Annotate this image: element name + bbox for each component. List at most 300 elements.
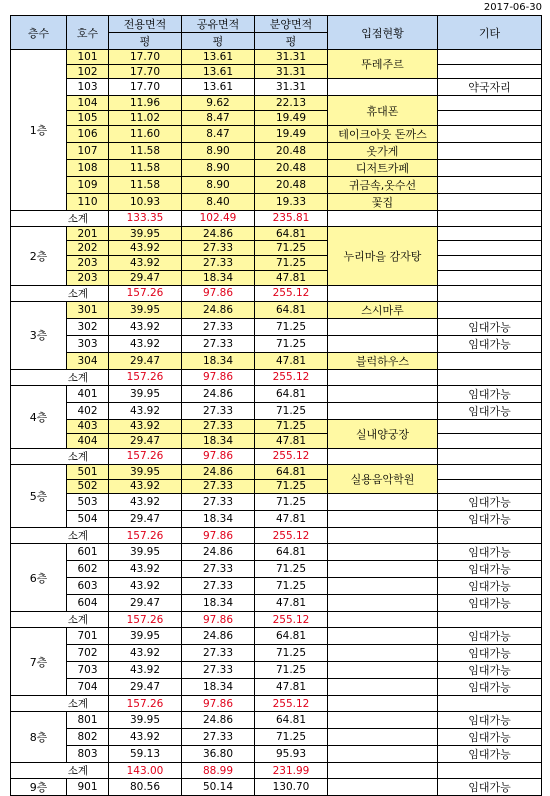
tenant-cell	[328, 578, 438, 595]
table-row	[11, 779, 542, 796]
unit-number: 402	[67, 402, 109, 419]
unit-number: 703	[67, 662, 109, 679]
exclusive-area-cell: 39.95	[109, 712, 182, 729]
tenant-cell	[328, 746, 438, 763]
tenant-cell	[328, 729, 438, 746]
common-area-cell: 27.33	[182, 729, 255, 746]
subtotal-row	[11, 285, 542, 301]
note-cell: 임대가능	[438, 679, 542, 696]
tenant-cell	[328, 494, 438, 511]
unit-number: 503	[67, 494, 109, 511]
subtotal-tenant-cell	[328, 448, 438, 464]
subtotal-exclusive: 157.26	[109, 369, 182, 385]
unit-number: 502	[67, 479, 109, 494]
floor-label: 6층	[11, 544, 67, 612]
subtotal-label: 소계	[11, 448, 109, 464]
header-exclusive-area: 전용면적	[109, 16, 182, 33]
sale-area-cell: 64.81	[255, 301, 328, 318]
subtotal-exclusive: 157.26	[109, 696, 182, 712]
table-row	[11, 96, 542, 111]
sale-area-cell: 95.93	[255, 746, 328, 763]
note-cell: 임대가능	[438, 746, 542, 763]
exclusive-area-cell: 43.92	[109, 256, 182, 271]
exclusive-area-cell: 43.92	[109, 402, 182, 419]
common-area-cell: 24.86	[182, 464, 255, 479]
sale-area-cell: 71.25	[255, 256, 328, 271]
subtotal-row	[11, 448, 542, 464]
sale-area-cell: 64.81	[255, 226, 328, 241]
common-area-cell: 13.61	[182, 79, 255, 96]
table-row	[11, 125, 542, 142]
subtotal-note-cell	[438, 369, 542, 385]
unit-number: 202	[67, 241, 109, 256]
unit-number: 105	[67, 111, 109, 126]
common-area-cell: 18.34	[182, 511, 255, 528]
tenant-cell	[328, 595, 438, 612]
common-area-cell: 24.86	[182, 628, 255, 645]
exclusive-area-cell: 17.70	[109, 50, 182, 65]
subtotal-row	[11, 210, 542, 226]
unit-number: 201	[67, 226, 109, 241]
table-row	[11, 712, 542, 729]
floor-label: 9층	[11, 779, 67, 796]
subtotal-note-cell	[438, 612, 542, 628]
unit-number: 203	[67, 256, 109, 271]
floor-label: 3층	[11, 301, 67, 369]
subtotal-sale: 255.12	[255, 448, 328, 464]
subtotal-label: 소계	[11, 763, 109, 779]
common-area-cell: 27.33	[182, 318, 255, 335]
subtotal-label: 소계	[11, 369, 109, 385]
unit-number: 702	[67, 645, 109, 662]
subtotal-common: 88.99	[182, 763, 255, 779]
exclusive-area-cell: 10.93	[109, 193, 182, 210]
common-area-cell: 8.47	[182, 125, 255, 142]
subtotal-sale: 255.12	[255, 369, 328, 385]
tenant-cell: 디저트카페	[328, 159, 438, 176]
exclusive-area-cell: 43.92	[109, 335, 182, 352]
unit-number: 602	[67, 561, 109, 578]
header-unit: 호수	[67, 16, 109, 50]
sale-area-cell: 47.81	[255, 679, 328, 696]
subtotal-note-cell	[438, 210, 542, 226]
table-row	[11, 270, 542, 285]
subtotal-sale: 255.12	[255, 528, 328, 544]
table-row	[11, 679, 542, 696]
table-row	[11, 645, 542, 662]
unit-number: 304	[67, 352, 109, 369]
common-area-cell: 8.90	[182, 159, 255, 176]
common-area-cell: 8.40	[182, 193, 255, 210]
subtotal-label: 소계	[11, 528, 109, 544]
exclusive-area-cell: 43.92	[109, 419, 182, 434]
exclusive-area-cell: 29.47	[109, 679, 182, 696]
note-cell	[438, 352, 542, 369]
exclusive-area-cell: 43.92	[109, 479, 182, 494]
tenant-cell	[328, 511, 438, 528]
header-common-unit: 평	[182, 33, 255, 50]
sale-area-cell: 130.70	[255, 779, 328, 796]
table-row	[11, 746, 542, 763]
exclusive-area-cell: 43.92	[109, 645, 182, 662]
table-row	[11, 419, 542, 434]
table-row	[11, 729, 542, 746]
subtotal-note-cell	[438, 696, 542, 712]
unit-number: 301	[67, 301, 109, 318]
unit-number: 110	[67, 193, 109, 210]
table-row	[11, 434, 542, 449]
sale-area-cell: 47.81	[255, 434, 328, 449]
table-row	[11, 352, 542, 369]
unit-number: 203	[67, 270, 109, 285]
exclusive-area-cell: 29.47	[109, 434, 182, 449]
note-cell: 임대가능	[438, 578, 542, 595]
table-row	[11, 50, 542, 65]
unit-number: 802	[67, 729, 109, 746]
tenant-cell	[328, 662, 438, 679]
unit-number: 404	[67, 434, 109, 449]
subtotal-exclusive: 157.26	[109, 612, 182, 628]
note-cell: 약국자리	[438, 79, 542, 96]
common-area-cell: 24.86	[182, 544, 255, 561]
tenant-cell: 테이크아웃 돈까스	[328, 125, 438, 142]
common-area-cell: 8.90	[182, 142, 255, 159]
floor-label: 7층	[11, 628, 67, 696]
subtotal-label: 소계	[11, 696, 109, 712]
note-cell	[438, 111, 542, 126]
common-area-cell: 24.86	[182, 385, 255, 402]
unit-number: 106	[67, 125, 109, 142]
common-area-cell: 27.33	[182, 561, 255, 578]
sale-area-cell: 64.81	[255, 628, 328, 645]
table-row	[11, 402, 542, 419]
note-cell: 임대가능	[438, 318, 542, 335]
note-cell	[438, 50, 542, 65]
header-sale-area: 분양면적	[255, 16, 328, 33]
header-sale-unit: 평	[255, 33, 328, 50]
note-cell	[438, 479, 542, 494]
unit-number: 104	[67, 96, 109, 111]
unit-number: 604	[67, 595, 109, 612]
unit-number: 504	[67, 511, 109, 528]
table-row	[11, 159, 542, 176]
unit-number: 303	[67, 335, 109, 352]
note-cell: 임대가능	[438, 729, 542, 746]
subtotal-exclusive: 133.35	[109, 210, 182, 226]
subtotal-common: 102.49	[182, 210, 255, 226]
common-area-cell: 18.34	[182, 434, 255, 449]
common-area-cell: 27.33	[182, 479, 255, 494]
table-row	[11, 578, 542, 595]
tenant-cell	[328, 779, 438, 796]
floor-label: 1층	[11, 50, 67, 211]
note-cell: 임대가능	[438, 561, 542, 578]
floor-label: 2층	[11, 226, 67, 285]
unit-number: 803	[67, 746, 109, 763]
note-cell: 임대가능	[438, 779, 542, 796]
unit-number: 901	[67, 779, 109, 796]
sale-area-cell: 31.31	[255, 64, 328, 79]
unit-number: 801	[67, 712, 109, 729]
subtotal-tenant-cell	[328, 612, 438, 628]
sale-area-cell: 71.25	[255, 729, 328, 746]
note-cell	[438, 270, 542, 285]
common-area-cell: 18.34	[182, 595, 255, 612]
note-cell: 임대가능	[438, 595, 542, 612]
tenant-cell: 블럭하우스	[328, 352, 438, 369]
common-area-cell: 27.33	[182, 578, 255, 595]
subtotal-row	[11, 528, 542, 544]
common-area-cell: 27.33	[182, 419, 255, 434]
header-floor: 층수	[11, 16, 67, 50]
common-area-cell: 24.86	[182, 712, 255, 729]
subtotal-row	[11, 763, 542, 779]
tenant-cell	[328, 561, 438, 578]
sale-area-cell: 20.48	[255, 159, 328, 176]
note-cell	[438, 96, 542, 111]
exclusive-area-cell: 29.47	[109, 270, 182, 285]
common-area-cell: 18.34	[182, 270, 255, 285]
tenant-cell	[328, 79, 438, 96]
subtotal-tenant-cell	[328, 285, 438, 301]
subtotal-row	[11, 696, 542, 712]
subtotal-common: 97.86	[182, 612, 255, 628]
note-cell: 임대가능	[438, 645, 542, 662]
subtotal-sale: 255.12	[255, 696, 328, 712]
exclusive-area-cell: 43.92	[109, 578, 182, 595]
note-cell: 임대가능	[438, 335, 542, 352]
common-area-cell: 8.47	[182, 111, 255, 126]
table-row	[11, 142, 542, 159]
tenant-cell: 옷가게	[328, 142, 438, 159]
exclusive-area-cell: 11.58	[109, 176, 182, 193]
note-cell	[438, 226, 542, 241]
unit-number: 107	[67, 142, 109, 159]
unit-number: 103	[67, 79, 109, 96]
unit-number: 101	[67, 50, 109, 65]
common-area-cell: 27.33	[182, 645, 255, 662]
table-row	[11, 241, 542, 256]
floor-label: 5층	[11, 464, 67, 527]
subtotal-common: 97.86	[182, 369, 255, 385]
tenant-cell: 꽃집	[328, 193, 438, 210]
exclusive-area-cell: 17.70	[109, 79, 182, 96]
note-cell	[438, 464, 542, 479]
tenant-cell	[328, 628, 438, 645]
note-cell: 임대가능	[438, 712, 542, 729]
note-cell	[438, 256, 542, 271]
exclusive-area-cell: 59.13	[109, 746, 182, 763]
note-cell	[438, 142, 542, 159]
common-area-cell: 27.33	[182, 494, 255, 511]
table-row	[11, 111, 542, 126]
subtotal-common: 97.86	[182, 528, 255, 544]
unit-number: 108	[67, 159, 109, 176]
table-row	[11, 176, 542, 193]
table-row	[11, 662, 542, 679]
table-row	[11, 628, 542, 645]
note-cell	[438, 159, 542, 176]
note-cell: 임대가능	[438, 385, 542, 402]
unit-number: 102	[67, 64, 109, 79]
unit-number: 109	[67, 176, 109, 193]
subtotal-note-cell	[438, 763, 542, 779]
sale-area-cell: 19.49	[255, 111, 328, 126]
tenant-cell	[328, 318, 438, 335]
note-cell	[438, 301, 542, 318]
sale-area-cell: 19.49	[255, 125, 328, 142]
sale-area-cell: 64.81	[255, 385, 328, 402]
exclusive-area-cell: 29.47	[109, 595, 182, 612]
sale-area-cell: 71.25	[255, 318, 328, 335]
subtotal-label: 소계	[11, 210, 109, 226]
sale-area-cell: 71.25	[255, 402, 328, 419]
sale-area-cell: 31.31	[255, 50, 328, 65]
header-note: 기타	[438, 16, 542, 50]
sale-area-cell: 31.31	[255, 79, 328, 96]
header-exclusive-unit: 평	[109, 33, 182, 50]
table-row	[11, 544, 542, 561]
common-area-cell: 8.90	[182, 176, 255, 193]
sale-area-cell: 19.33	[255, 193, 328, 210]
sale-area-cell: 71.25	[255, 494, 328, 511]
subtotal-exclusive: 157.26	[109, 528, 182, 544]
unit-number: 601	[67, 544, 109, 561]
common-area-cell: 27.33	[182, 662, 255, 679]
sale-area-cell: 47.81	[255, 595, 328, 612]
common-area-cell: 27.33	[182, 256, 255, 271]
table-row	[11, 226, 542, 241]
sale-area-cell: 22.13	[255, 96, 328, 111]
exclusive-area-cell: 43.92	[109, 318, 182, 335]
common-area-cell: 13.61	[182, 64, 255, 79]
tenant-cell	[328, 385, 438, 402]
table-row	[11, 318, 542, 335]
unit-number: 403	[67, 419, 109, 434]
sale-area-cell: 64.81	[255, 544, 328, 561]
sale-area-cell: 71.25	[255, 561, 328, 578]
unit-number: 501	[67, 464, 109, 479]
subtotal-exclusive: 143.00	[109, 763, 182, 779]
sale-area-cell: 71.25	[255, 662, 328, 679]
subtotal-tenant-cell	[328, 696, 438, 712]
exclusive-area-cell: 43.92	[109, 662, 182, 679]
common-area-cell: 18.34	[182, 352, 255, 369]
tenant-cell	[328, 645, 438, 662]
table-row	[11, 511, 542, 528]
floor-label: 8층	[11, 712, 67, 763]
tenant-cell: 뚜레주르	[328, 50, 438, 79]
header-common-area: 공유면적	[182, 16, 255, 33]
document-date: 2017-06-30	[483, 2, 542, 13]
unit-number: 302	[67, 318, 109, 335]
exclusive-area-cell: 39.95	[109, 464, 182, 479]
sale-area-cell: 71.25	[255, 335, 328, 352]
exclusive-area-cell: 11.58	[109, 159, 182, 176]
common-area-cell: 24.86	[182, 226, 255, 241]
common-area-cell: 24.86	[182, 301, 255, 318]
subtotal-tenant-cell	[328, 528, 438, 544]
exclusive-area-cell: 29.47	[109, 511, 182, 528]
table-row	[11, 595, 542, 612]
subtotal-exclusive: 157.26	[109, 285, 182, 301]
tenant-cell	[328, 712, 438, 729]
note-cell	[438, 64, 542, 79]
tenant-cell: 스시마루	[328, 301, 438, 318]
unit-number: 603	[67, 578, 109, 595]
subtotal-label: 소계	[11, 285, 109, 301]
tenant-cell: 실내양궁장	[328, 419, 438, 448]
subtotal-common: 97.86	[182, 696, 255, 712]
unit-number: 701	[67, 628, 109, 645]
common-area-cell: 36.80	[182, 746, 255, 763]
note-cell	[438, 125, 542, 142]
subtotal-sale: 255.12	[255, 285, 328, 301]
subtotal-note-cell	[438, 528, 542, 544]
note-cell: 임대가능	[438, 662, 542, 679]
subtotal-sale: 255.12	[255, 612, 328, 628]
common-area-cell: 18.34	[182, 679, 255, 696]
exclusive-area-cell: 11.96	[109, 96, 182, 111]
note-cell: 임대가능	[438, 628, 542, 645]
subtotal-row	[11, 612, 542, 628]
table-row	[11, 561, 542, 578]
subtotal-note-cell	[438, 448, 542, 464]
subtotal-note-cell	[438, 285, 542, 301]
note-cell	[438, 193, 542, 210]
table-row	[11, 301, 542, 318]
sale-area-cell: 71.25	[255, 578, 328, 595]
subtotal-tenant-cell	[328, 369, 438, 385]
table-row	[11, 335, 542, 352]
tenant-cell	[328, 679, 438, 696]
table-row	[11, 64, 542, 79]
unit-number: 704	[67, 679, 109, 696]
sale-area-cell: 47.81	[255, 511, 328, 528]
unit-number: 401	[67, 385, 109, 402]
sale-area-cell: 71.25	[255, 241, 328, 256]
sale-area-cell: 71.25	[255, 645, 328, 662]
exclusive-area-cell: 17.70	[109, 64, 182, 79]
subtotal-exclusive: 157.26	[109, 448, 182, 464]
sale-area-cell: 71.25	[255, 479, 328, 494]
floor-label: 4층	[11, 385, 67, 448]
tenant-cell: 누리마을 감자탕	[328, 226, 438, 285]
sale-area-cell: 20.48	[255, 142, 328, 159]
note-cell: 임대가능	[438, 544, 542, 561]
sale-area-cell: 64.81	[255, 712, 328, 729]
header-tenant: 입점현황	[328, 16, 438, 50]
exclusive-area-cell: 43.92	[109, 494, 182, 511]
sale-area-cell: 71.25	[255, 419, 328, 434]
common-area-cell: 50.14	[182, 779, 255, 796]
sale-area-cell: 47.81	[255, 270, 328, 285]
exclusive-area-cell: 43.92	[109, 241, 182, 256]
tenant-cell: 실용음악학원	[328, 464, 438, 493]
exclusive-area-cell: 11.60	[109, 125, 182, 142]
exclusive-area-cell: 39.95	[109, 301, 182, 318]
subtotal-row	[11, 369, 542, 385]
common-area-cell: 9.62	[182, 96, 255, 111]
subtotal-tenant-cell	[328, 763, 438, 779]
table-row	[11, 479, 542, 494]
exclusive-area-cell: 39.95	[109, 544, 182, 561]
tenant-cell	[328, 335, 438, 352]
sale-area-cell: 64.81	[255, 464, 328, 479]
exclusive-area-cell: 11.02	[109, 111, 182, 126]
note-cell: 임대가능	[438, 402, 542, 419]
table-row	[11, 464, 542, 479]
